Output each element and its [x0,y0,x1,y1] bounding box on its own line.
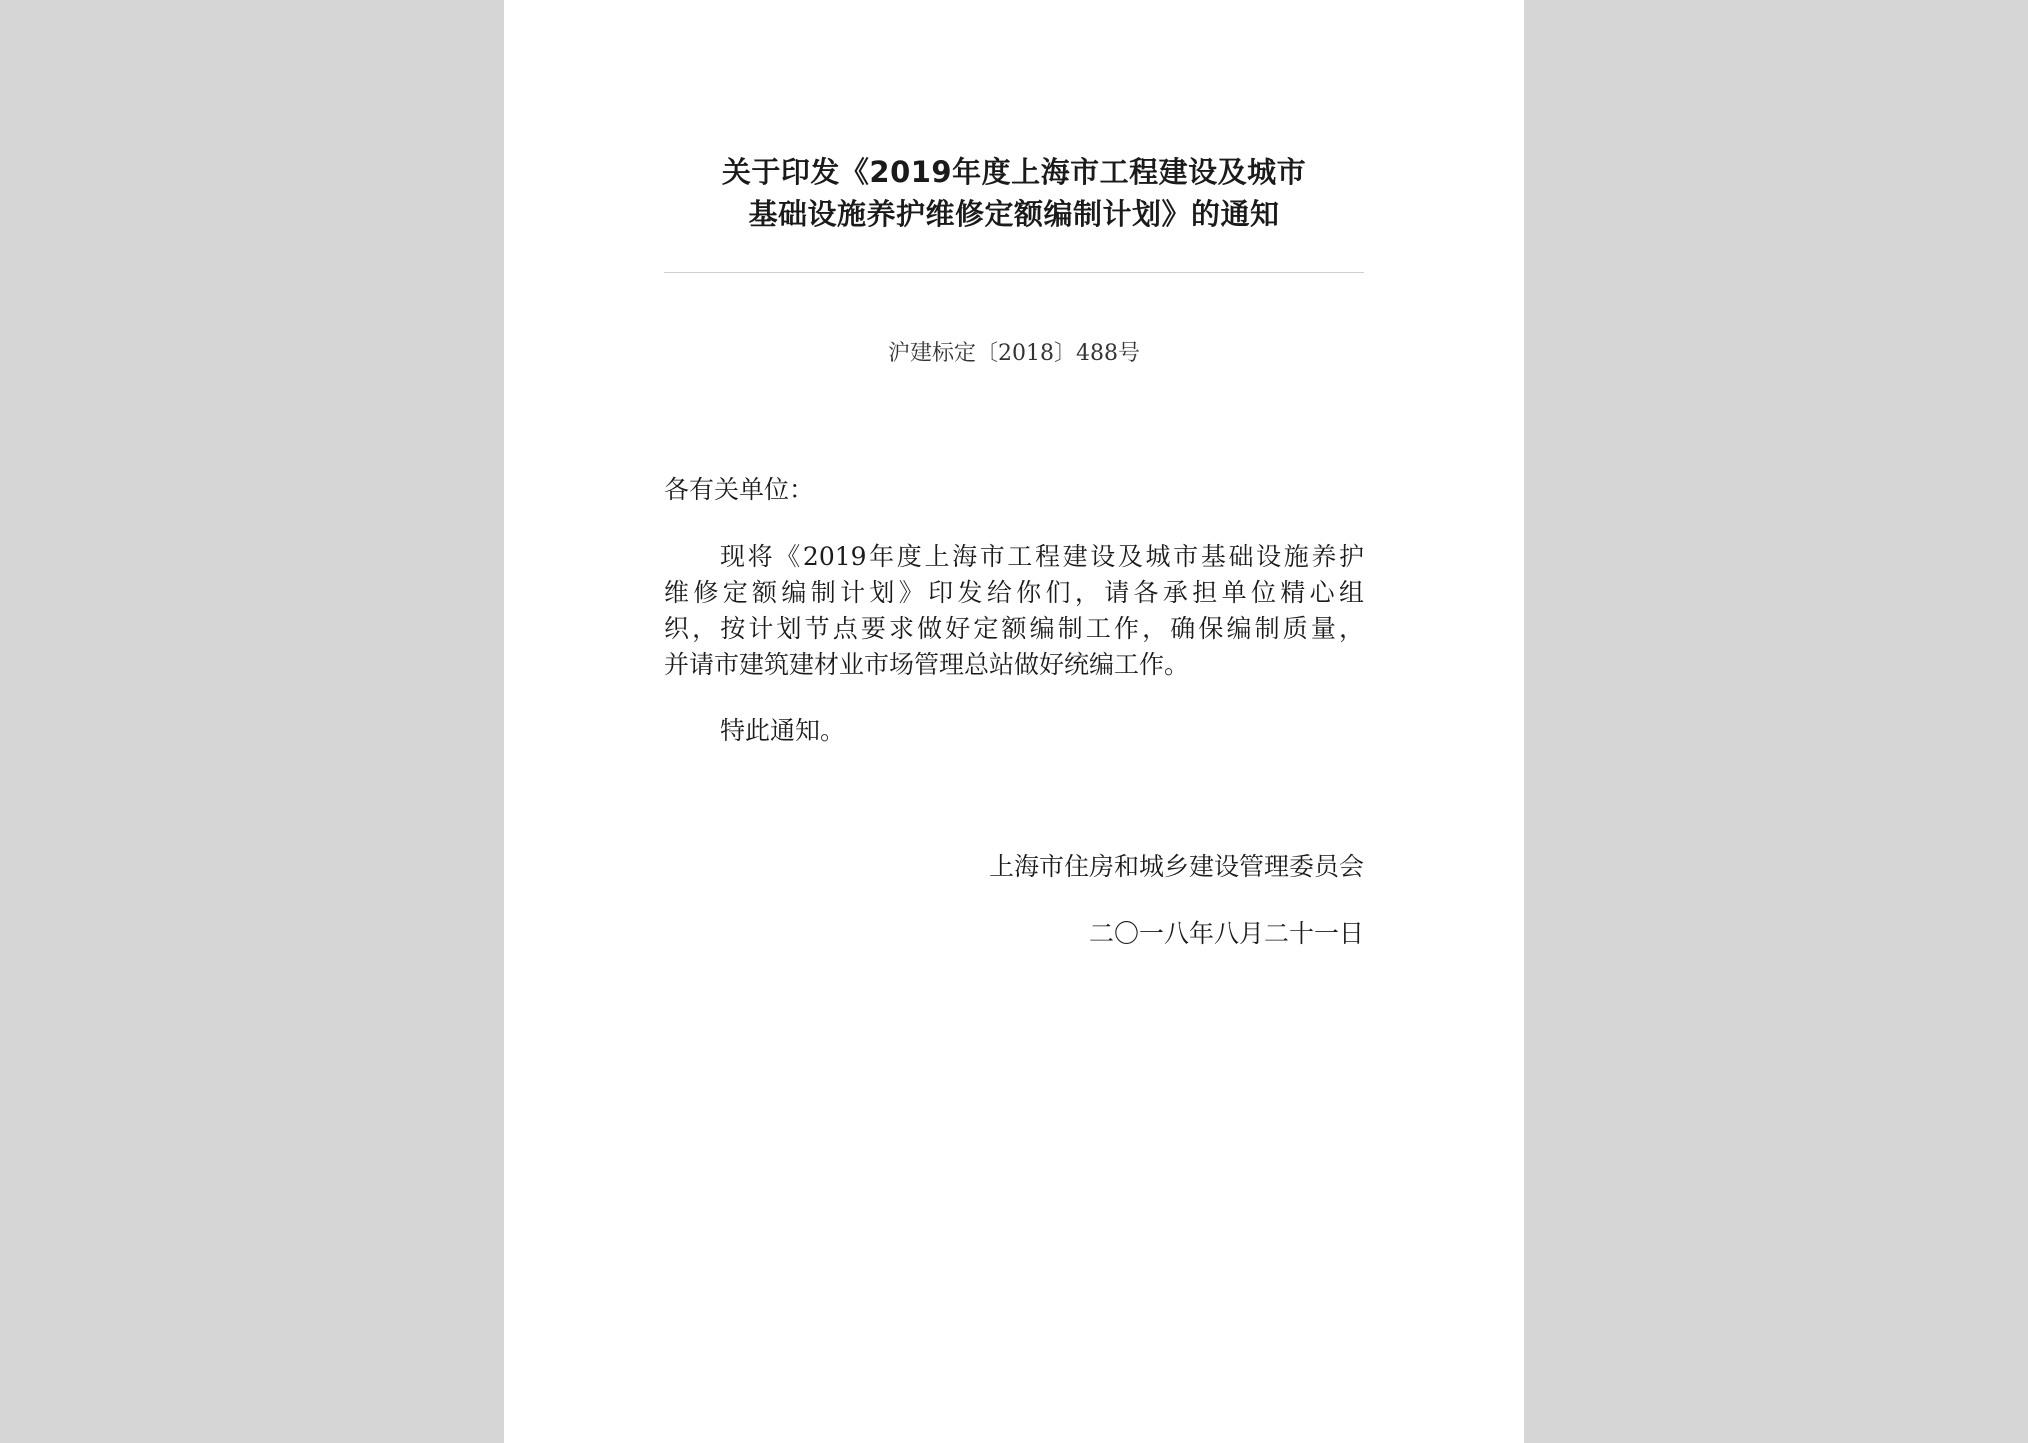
salutation: 各有关单位： [664,475,815,504]
closing-remark: 特此通知。 [720,716,846,745]
document-title-line-2: 基础设施养护维修定额编制计划》的通知 [748,197,1280,231]
issuing-authority: 上海市住房和城乡建设管理委员会 [988,852,1364,881]
issue-date: 二〇一八年八月二十一日 [1088,919,1364,948]
document-title-line-1: 关于印发《2019年度上海市工程建设及城市 [721,155,1307,189]
body-line-1: 现将《2019年度上海市工程建设及城市基础设施养护 [720,542,1364,571]
body-line-4: 并请市建筑建材业市场管理总站做好统编工作。 [664,650,1190,679]
document-number: 沪建标定〔2018〕488号 [888,341,1140,366]
body-line-3: 织，按计划节点要求做好定额编制工作，确保编制质量， [664,614,1364,643]
body-line-2: 维修定额编制计划》印发给你们，请各承担单位精心组 [664,578,1364,607]
document-page [504,0,1524,1443]
title-divider [664,272,1364,273]
